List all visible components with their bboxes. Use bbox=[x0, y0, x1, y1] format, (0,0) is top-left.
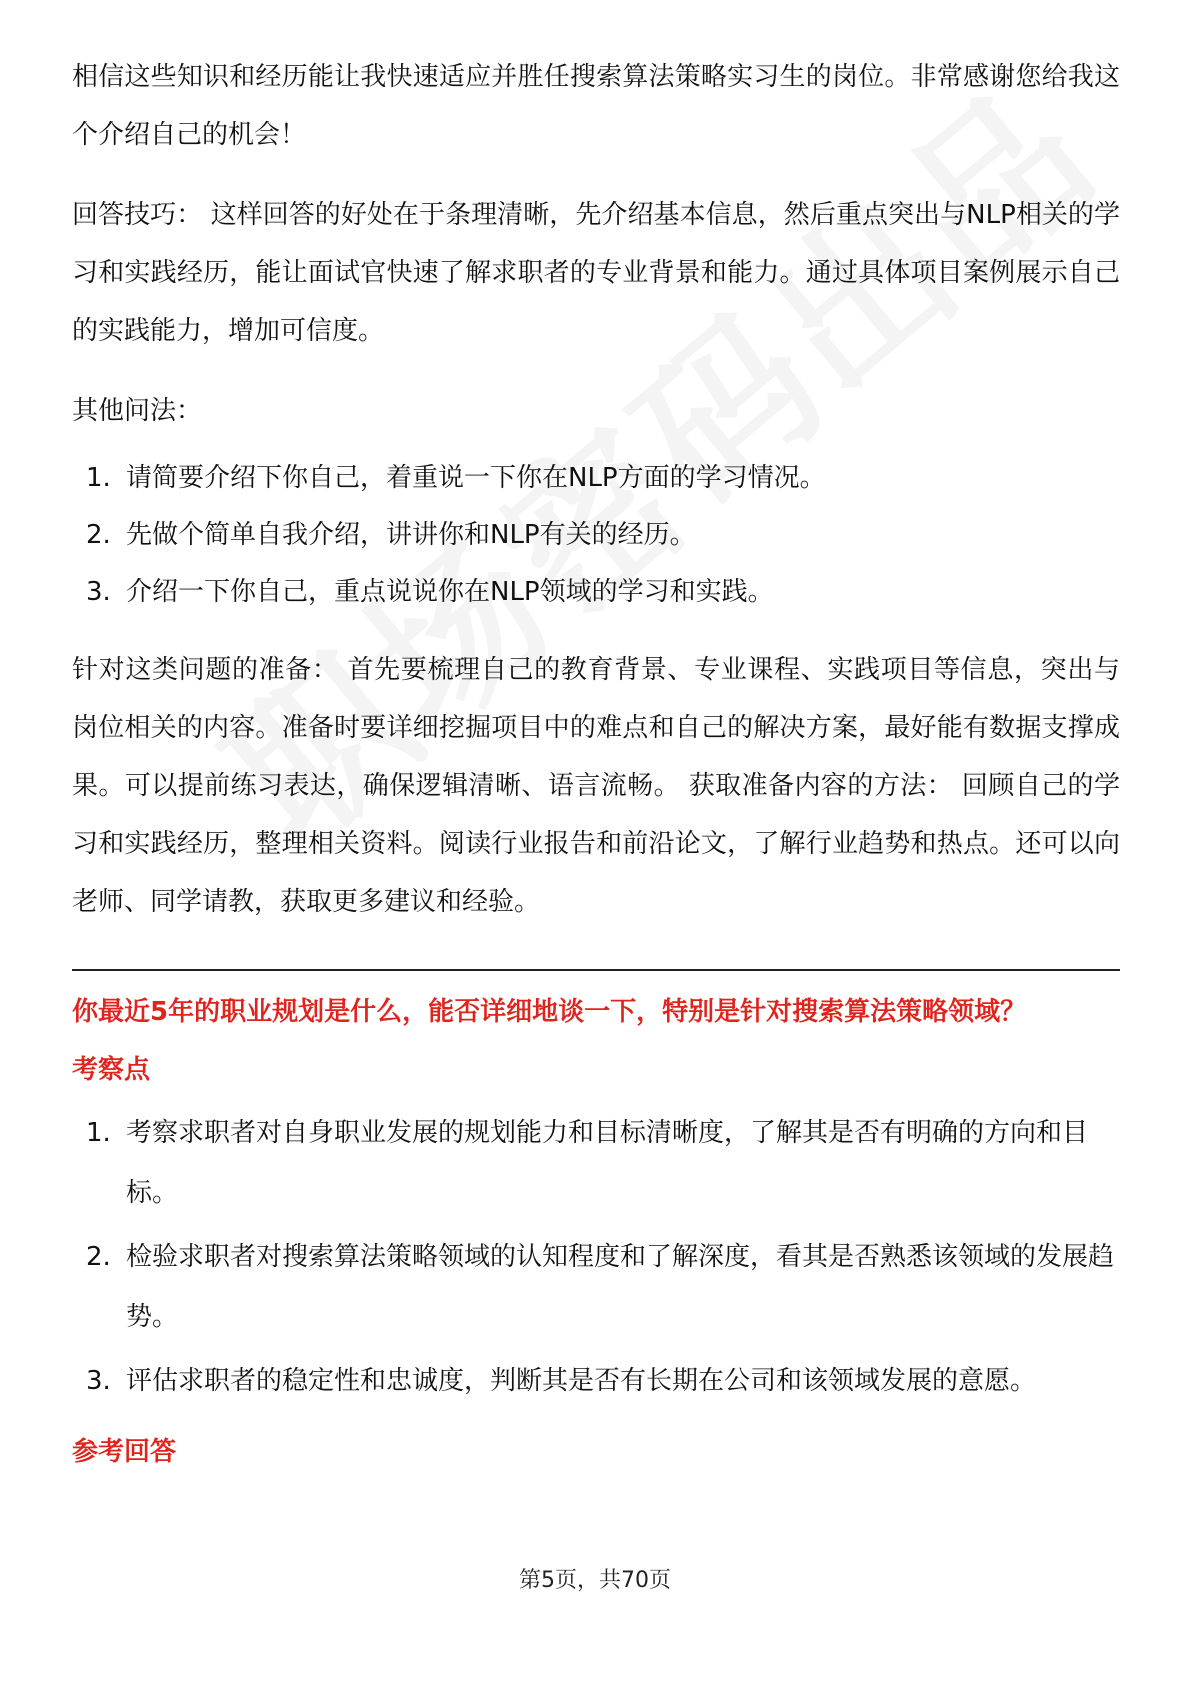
list-item bbox=[72, 1351, 1120, 1411]
list-number: 3. bbox=[86, 577, 111, 607]
other-questions-list bbox=[72, 450, 1120, 621]
list-item bbox=[72, 1227, 1120, 1347]
section-divider bbox=[72, 969, 1120, 971]
list-number: 2. bbox=[86, 1242, 111, 1272]
page-footer: 第5页，共70页 bbox=[519, 1568, 671, 1593]
answer-tip-paragraph: 回答技巧： 这样回答的好处在于条理清晰，先介绍基本信息，然后重点突出与NLP相关的学习和实践经历，能让面试官快速了解求职者的专业背景和能力。通过具体项目案例展示自己的实践能力，增加可信度。 bbox=[72, 200, 1120, 346]
list-text: 考察求职者对自身职业发展的规划能力和目标清晰度，了解其是否有明确的方向和目标。 bbox=[126, 1118, 1089, 1208]
examine-points-list bbox=[72, 1103, 1120, 1411]
list-text: 先做个简单自我介绍，讲讲你和NLP有关的经历。 bbox=[126, 520, 696, 550]
page-content bbox=[72, 48, 1120, 1471]
list-text: 评估求职者的稳定性和忠诚度，判断其是否有长期在公司和该领域发展的意愿。 bbox=[126, 1366, 1037, 1396]
reference-answer-heading: 参考回答 bbox=[72, 1437, 177, 1467]
list-item bbox=[72, 564, 1120, 621]
list-number: 1. bbox=[86, 463, 111, 493]
list-item bbox=[72, 450, 1120, 507]
list-item bbox=[72, 507, 1120, 564]
other-questions-label: 其他问法： bbox=[72, 396, 203, 426]
list-text: 请简要介绍下你自己，着重说一下你在NLP方面的学习情况。 bbox=[126, 463, 826, 493]
examine-points-heading: 考察点 bbox=[72, 1055, 151, 1085]
list-text: 介绍一下你自己，重点说说你在NLP领域的学习和实践。 bbox=[126, 577, 774, 607]
intro-ending-paragraph: 相信这些知识和经历能让我快速适应并胜任搜索算法策略实习生的岗位。非常感谢您给我这个介绍自己的机会！ bbox=[72, 62, 1120, 150]
list-text: 检验求职者对搜索算法策略领域的认知程度和了解深度，看其是否熟悉该领域的发展趋势。 bbox=[126, 1242, 1115, 1332]
list-item bbox=[72, 1103, 1120, 1223]
preparation-paragraph: 针对这类问题的准备： 首先要梳理自己的教育背景、专业课程、实践项目等信息，突出与岗位相关的内容。准备时要详细挖掘项目中的难点和自己的解决方案，最好能有数据支撑成果。可以提前练习表达，确保逻辑清晰、语言流畅。 获取准备内容的方法： 回顾自己的学习和实践经历，整理相关资料。阅读行业报告和前沿论文，了解行业趋势和热点。还可以向老师、同学请教，获取更多建议和经验。 bbox=[72, 655, 1120, 917]
list-number: 1. bbox=[86, 1118, 111, 1148]
list-number: 2. bbox=[86, 520, 111, 550]
list-number: 3. bbox=[86, 1366, 111, 1396]
question-heading: 你最近5年的职业规划是什么，能否详细地谈一下，特别是针对搜索算法策略领域？ bbox=[72, 997, 1027, 1027]
